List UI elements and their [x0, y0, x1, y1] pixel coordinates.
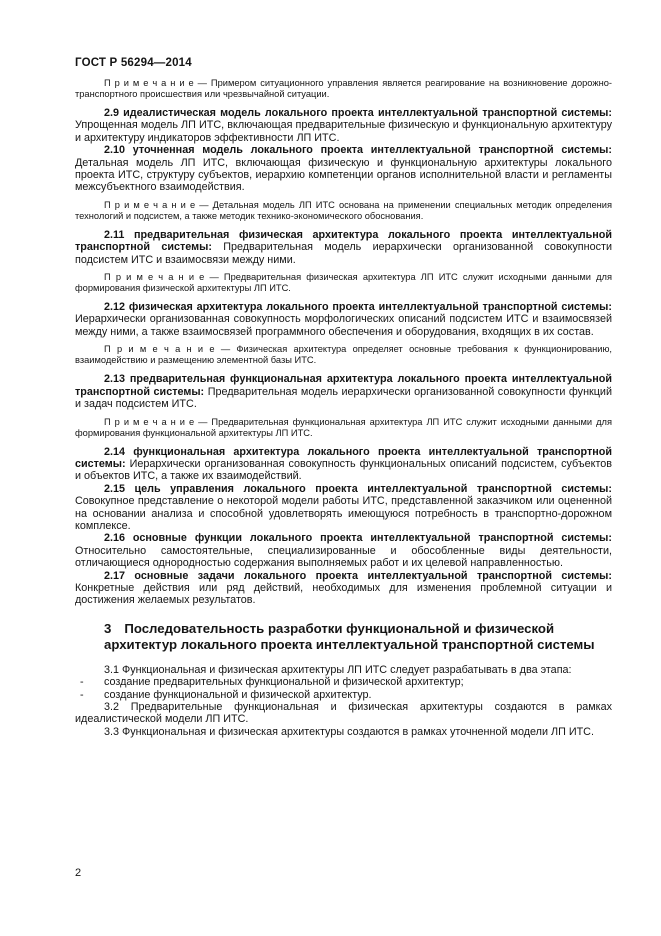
- list-item-text-1: создание предварительных функциональной и физической архитектур;: [104, 676, 464, 689]
- term-definition-2-17: Конкретные действия или ряд действий, необходимых для изменения проблемной ситуации и достижения желаемых результатов.: [75, 581, 612, 607]
- term-entry-2-15: [75, 483, 612, 533]
- term-title-2-10: 2.10 уточненная модель локального проекта интеллектуальной транспортной системы:: [104, 144, 612, 157]
- paragraph-3-3: 3.3 Функциональная и физическая архитектуры создаются в рамках уточненной модели ЛП ИТС.: [104, 725, 594, 738]
- note-detailed-model: П р и м е ч а н и е — Детальная модель ЛП ИТС основана на применении специальных методик определения технологий и подсистем, а также методик технико-экономического обоснования.: [75, 199, 612, 221]
- term-definition-2-11: Предварительная модель иерархически организованной совокупности подсистем ИТС и взаимосвязи между ними.: [75, 241, 612, 266]
- term-entry-2-16: [75, 532, 612, 569]
- paragraph-3-2: 3.2 Предварительные функциональная и физическая архитектуры создаются в рамках идеалистической модели ЛП ИТС.: [75, 701, 612, 726]
- term-definition-2-12: Иерархически организованная совокупность морфологических описаний подсистем ИТС и взаимосвязей между ними, а также взаимосвязей программного обеспечения и оборудования, входящих в их состав.: [75, 313, 612, 338]
- note-preliminary-physical: П р и м е ч а н и е — Предварительная физическая архитектура ЛП ИТС служит исходными данными для формирования физической архитектуры ЛП ИТС.: [75, 272, 612, 294]
- term-entry-2-9: [75, 107, 612, 144]
- page-number: 2: [75, 867, 82, 879]
- section-3-title: Последовательность разработки функциональной и физической архитектур локального проекта интеллектуальной транспортной системы: [104, 620, 595, 653]
- term-definition-2-14: Иерархически организованная совокупность функциональных описаний подсистем, субъектов и объектов ИТС, а также их взаимодействий.: [75, 457, 613, 483]
- term-title-2-12: 2.12 физическая архитектура локального проекта интеллектуальной транспортной системы:: [104, 301, 612, 314]
- paragraph-3-1: 3.1 Функциональная и физическая архитектуры ЛП ИТС следует разрабатывать в два этапа:: [104, 663, 572, 676]
- term-title-2-16: 2.16 основные функции локального проекта интеллектуальной транспортной системы:: [104, 532, 612, 545]
- term-title-2-14: 2.14 функциональная архитектура локального проекта интеллектуальной транспортной системы:: [75, 445, 612, 470]
- term-entry-2-11: [75, 229, 612, 266]
- note-situational-management: П р и м е ч а н и е — Примером ситуационного управления является реагирование на возникновение дорожно-транспортного происшествия или чрезвычайной ситуации.: [75, 78, 612, 99]
- section-3-number: 3: [104, 620, 112, 636]
- term-entry-2-17: [75, 570, 612, 607]
- list-item-1: [75, 676, 612, 688]
- term-definition-2-10: Детальная модель ЛП ИТС, включающая физическую и функциональную архитектуры локального проекта ИТС, структуру субъектов, иерархию компетенции органов исполнительной власти и регламенты межсубъектного взаимодействия.: [75, 156, 612, 194]
- note-physical-architecture: П р и м е ч а н и е — Физическая архитектура определяет основные требования к функционированию, взаимодействию и размещению элементной базы ИТС.: [75, 344, 612, 366]
- term-definition-2-16: Относительно самостоятельные, специализированные и обособленные виды деятельности, отличающиеся однородностью содержания выполняемых работ и их целевой направленностью.: [75, 544, 612, 570]
- term-entry-2-10: [75, 144, 612, 194]
- term-title-2-15: 2.15 цель управления локального проекта интеллектуальной транспортной системы:: [104, 482, 612, 495]
- document-number-header: ГОСТ Р 56294—2014: [75, 57, 192, 69]
- note-preliminary-functional: П р и м е ч а н и е — Предварительная функциональная архитектура ЛП ИТС служит исходными данными для формирования функциональной архитектуры ЛП ИТС.: [75, 416, 612, 438]
- term-title-2-11: 2.11 предварительная физическая архитектура локального проекта интеллектуальной транспортной системы:: [75, 228, 612, 254]
- list-marker-1: -: [80, 676, 84, 689]
- term-title-2-17: 2.17 основные задачи локального проекта интеллектуальной транспортной системы:: [104, 569, 612, 582]
- term-definition-2-9: Упрощенная модель ЛП ИТС, включающая предварительные физическую и функциональную архитектуру и архитектуру индикаторов эффективности ЛП ИТС.: [75, 119, 612, 144]
- term-definition-2-15: Совокупное представление о некоторой модели работы ИТС, представленной заказчиком или оцененной на основании анализа и способной удовлетворять имеющуюся потребность в транспортно-дорожном комплексе.: [75, 495, 612, 532]
- list-marker-2: -: [80, 688, 84, 701]
- section-3-heading: [104, 621, 612, 654]
- term-title-2-9: 2.9 идеалистическая модель локального проекта интеллектуальной транспортной системы:: [104, 107, 612, 119]
- list-item-2: [75, 689, 612, 701]
- term-entry-2-12: [75, 301, 612, 338]
- list-item-text-2: создание функциональной и физической архитектур.: [104, 688, 372, 701]
- term-definition-2-13: Предварительная модель иерархически организованной совокупности функций и задач подсистем ИТС.: [75, 385, 612, 411]
- term-title-2-13: 2.13 предварительная функциональная архитектура локального проекта интеллектуальной транспортной системы:: [75, 373, 612, 398]
- term-entry-2-14: [75, 446, 612, 483]
- term-entry-2-13: [75, 373, 612, 410]
